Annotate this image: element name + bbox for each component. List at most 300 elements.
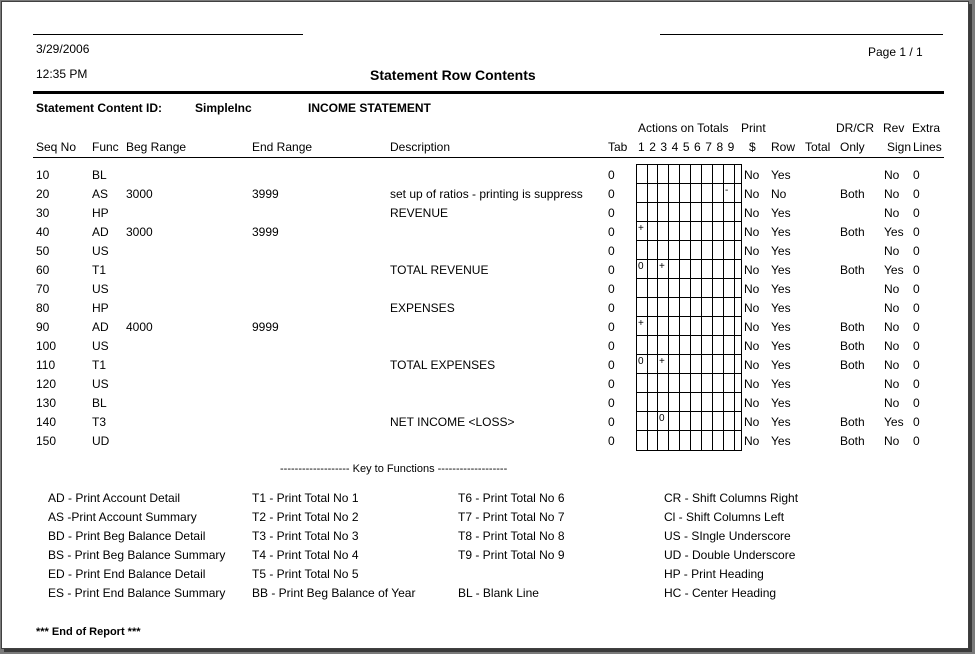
grid-divider (712, 317, 713, 336)
grid-divider (701, 412, 702, 431)
grid-divider (690, 393, 691, 412)
row-seq: 110 (36, 358, 56, 372)
row-dollar: No (744, 263, 760, 277)
grid-divider (701, 374, 702, 393)
row-dollar: No (744, 225, 760, 239)
grid-divider (690, 336, 691, 355)
grid-divider (679, 184, 680, 203)
key-entry: ED - Print End Balance Detail (48, 567, 206, 581)
grid-divider (668, 184, 669, 203)
grid-divider (723, 317, 724, 336)
grid-divider (647, 298, 648, 317)
grid-divider (647, 374, 648, 393)
row-rev: No (884, 168, 900, 182)
grid-divider (690, 412, 691, 431)
grid-divider (712, 298, 713, 317)
grid-divider (741, 317, 742, 336)
row-row: Yes (771, 301, 791, 315)
grid-divider (668, 260, 669, 279)
row-tab: 0 (608, 415, 615, 429)
actions-grid-row (636, 259, 742, 279)
grid-divider (723, 355, 724, 374)
row-desc: TOTAL EXPENSES (390, 358, 496, 372)
row-tab: 0 (608, 358, 615, 372)
row-row: Yes (771, 244, 791, 258)
grid-divider (723, 374, 724, 393)
grid-divider (734, 203, 735, 222)
report-title: Statement Row Contents (370, 67, 536, 83)
grid-divider (741, 165, 742, 184)
col-description: Description (390, 140, 451, 154)
row-dollar: No (744, 301, 760, 315)
actions-grid-row (636, 392, 742, 412)
row-drcr: Both (840, 187, 865, 201)
row-func: HP (92, 301, 109, 315)
grid-divider (701, 165, 702, 184)
grid-divider (741, 298, 742, 317)
grid-divider (647, 431, 648, 450)
row-dollar: No (744, 320, 760, 334)
grid-divider (647, 222, 648, 241)
key-entry: US - SIngle Underscore (664, 529, 791, 543)
grid-divider (734, 317, 735, 336)
actions-grid-row (636, 278, 742, 298)
grid-divider (636, 203, 637, 222)
grid-divider (647, 260, 648, 279)
grid-divider (723, 184, 724, 203)
key-entry: ES - Print End Balance Summary (48, 586, 226, 600)
grid-divider (741, 412, 742, 431)
grid-divider (679, 355, 680, 374)
key-entry: HP - Print Heading (664, 567, 764, 581)
col-end-range: End Range (252, 140, 313, 154)
grid-divider (668, 374, 669, 393)
row-func: T1 (92, 358, 107, 372)
grid-divider (636, 412, 637, 431)
row-func: BL (92, 396, 107, 410)
action-cell: - (725, 185, 729, 196)
grid-divider (636, 393, 637, 412)
action-cell: + (659, 356, 665, 367)
key-title: ------------------- Key to Functions ------------------- (280, 463, 508, 475)
row-seq: 60 (36, 263, 50, 277)
grid-divider (701, 279, 702, 298)
grid-divider (741, 241, 742, 260)
grid-divider (734, 241, 735, 260)
grid-divider (734, 184, 735, 203)
grid-divider (679, 241, 680, 260)
row-dollar: No (744, 396, 760, 410)
col-print: Print (741, 121, 766, 135)
grid-divider (657, 393, 658, 412)
grid-divider (657, 355, 658, 374)
grid-divider (741, 355, 742, 374)
grid-divider (679, 412, 680, 431)
grid-divider (734, 431, 735, 450)
row-extra: 0 (913, 187, 920, 201)
row-rev: No (884, 320, 900, 334)
action-cell: + (659, 261, 665, 272)
grid-divider (712, 393, 713, 412)
grid-divider (668, 355, 669, 374)
key-entry: HC - Center Heading (664, 586, 777, 600)
grid-divider (657, 165, 658, 184)
row-func: AD (92, 225, 109, 239)
grid-divider (657, 222, 658, 241)
row-extra: 0 (913, 396, 920, 410)
grid-divider (690, 241, 691, 260)
grid-divider (679, 203, 680, 222)
row-row: No (771, 187, 787, 201)
grid-divider (668, 298, 669, 317)
grid-divider (690, 260, 691, 279)
row-extra: 0 (913, 206, 920, 220)
row-drcr: Both (840, 320, 865, 334)
grid-divider (734, 393, 735, 412)
grid-divider (701, 393, 702, 412)
grid-divider (647, 279, 648, 298)
grid-divider (712, 431, 713, 450)
actions-grid (636, 164, 742, 448)
grid-divider (657, 203, 658, 222)
grid-divider (712, 412, 713, 431)
row-seq: 20 (36, 187, 50, 201)
grid-divider (712, 241, 713, 260)
grid-divider (690, 165, 691, 184)
grid-divider (636, 222, 637, 241)
row-desc: REVENUE (390, 206, 449, 220)
row-func: US (92, 339, 109, 353)
row-func: US (92, 244, 109, 258)
grid-divider (723, 279, 724, 298)
row-func: AD (92, 320, 109, 334)
grid-divider (712, 336, 713, 355)
grid-divider (701, 317, 702, 336)
row-dollar: No (744, 377, 760, 391)
row-tab: 0 (608, 282, 615, 296)
row-seq: 140 (36, 415, 57, 429)
row-seq: 70 (36, 282, 50, 296)
title-rule (33, 91, 944, 94)
grid-divider (712, 355, 713, 374)
grid-divider (636, 317, 637, 336)
grid-divider (647, 317, 648, 336)
col-only: Only (840, 140, 865, 154)
row-func: T3 (92, 415, 107, 429)
row-row: Yes (771, 396, 791, 410)
actions-grid-row (636, 373, 742, 393)
grid-divider (657, 260, 658, 279)
grid-divider (712, 203, 713, 222)
row-extra: 0 (913, 225, 920, 239)
action-cell: 0 (659, 413, 665, 424)
grid-divider (690, 317, 691, 336)
grid-divider (636, 336, 637, 355)
row-extra: 0 (913, 244, 920, 258)
grid-divider (712, 260, 713, 279)
row-rev: No (884, 187, 900, 201)
actions-grid-row (636, 354, 742, 374)
key-entry: T4 - Print Total No 4 (252, 548, 359, 562)
key-entry: T2 - Print Total No 2 (252, 510, 359, 524)
row-rev: No (884, 301, 900, 315)
key-entry: T5 - Print Total No 5 (252, 567, 359, 581)
actions-grid-row (636, 240, 742, 260)
grid-divider (723, 431, 724, 450)
grid-divider (679, 260, 680, 279)
row-desc: NET INCOME <LOSS> (390, 415, 515, 429)
grid-divider (636, 165, 637, 184)
grid-divider (657, 374, 658, 393)
grid-divider (657, 298, 658, 317)
row-tab: 0 (608, 187, 615, 201)
grid-divider (690, 298, 691, 317)
grid-divider (668, 203, 669, 222)
grid-divider (679, 431, 680, 450)
row-seq: 40 (36, 225, 50, 239)
row-extra: 0 (913, 339, 920, 353)
row-seq: 150 (36, 434, 57, 448)
grid-divider (668, 317, 669, 336)
grid-divider (636, 298, 637, 317)
grid-divider (734, 165, 735, 184)
grid-divider (679, 317, 680, 336)
grid-divider (657, 431, 658, 450)
row-tab: 0 (608, 377, 615, 391)
grid-divider (647, 165, 648, 184)
grid-divider (701, 298, 702, 317)
key-entry: T6 - Print Total No 6 (458, 491, 565, 505)
col-sign: Sign (887, 140, 912, 154)
statement-name: INCOME STATEMENT (308, 101, 431, 115)
grid-divider (723, 393, 724, 412)
row-func: T1 (92, 263, 107, 277)
col-beg-range: Beg Range (126, 140, 187, 154)
grid-divider (741, 336, 742, 355)
row-extra: 0 (913, 282, 920, 296)
key-entry: AS -Print Account Summary (48, 510, 197, 524)
header-rule-right (660, 34, 943, 35)
row-seq: 30 (36, 206, 50, 220)
grid-divider (701, 431, 702, 450)
grid-divider (723, 260, 724, 279)
grid-divider (741, 260, 742, 279)
row-tab: 0 (608, 320, 615, 334)
row-rev: No (884, 396, 900, 410)
row-extra: 0 (913, 377, 920, 391)
key-entry: BL - Blank Line (458, 586, 539, 600)
grid-divider (741, 203, 742, 222)
row-seq: 100 (36, 339, 57, 353)
row-tab: 0 (608, 225, 615, 239)
key-entry: CR - Shift Columns Right (664, 491, 799, 505)
report-time: 12:35 PM (36, 67, 88, 81)
grid-divider (668, 222, 669, 241)
actions-grid-row (636, 297, 742, 317)
grid-divider (701, 184, 702, 203)
grid-divider (690, 431, 691, 450)
column-header-rule (33, 157, 944, 158)
row-desc: TOTAL REVENUE (390, 263, 489, 277)
grid-divider (679, 279, 680, 298)
grid-divider (712, 279, 713, 298)
action-cell: 0 (638, 356, 644, 367)
key-entry: BD - Print Beg Balance Detail (48, 529, 206, 543)
row-extra: 0 (913, 434, 920, 448)
row-row: Yes (771, 168, 791, 182)
grid-divider (690, 184, 691, 203)
grid-divider (679, 298, 680, 317)
row-beg: 3000 (126, 187, 153, 201)
grid-divider (679, 222, 680, 241)
row-rev: No (884, 206, 900, 220)
row-drcr: Both (840, 339, 865, 353)
col-total: Total (805, 140, 831, 154)
grid-divider (647, 355, 648, 374)
grid-divider (690, 203, 691, 222)
row-func: AS (92, 187, 109, 201)
grid-divider (734, 412, 735, 431)
row-dollar: No (744, 187, 760, 201)
grid-divider (734, 260, 735, 279)
row-dollar: No (744, 434, 760, 448)
statement-id-label: Statement Content ID: (36, 101, 162, 115)
row-rev: No (884, 358, 900, 372)
row-rev: Yes (884, 263, 904, 277)
key-entry: BB - Print Beg Balance of Year (252, 586, 416, 600)
report-page (1, 1, 969, 649)
grid-divider (723, 165, 724, 184)
grid-divider (723, 203, 724, 222)
grid-divider (679, 393, 680, 412)
row-row: Yes (771, 339, 791, 353)
action-cell: + (638, 223, 644, 234)
grid-divider (647, 336, 648, 355)
row-tab: 0 (608, 339, 615, 353)
grid-divider (734, 279, 735, 298)
grid-divider (668, 279, 669, 298)
row-tab: 0 (608, 434, 615, 448)
row-dollar: No (744, 206, 760, 220)
grid-divider (723, 241, 724, 260)
grid-divider (741, 279, 742, 298)
grid-divider (734, 355, 735, 374)
grid-divider (741, 374, 742, 393)
grid-divider (647, 412, 648, 431)
row-beg: 4000 (126, 320, 153, 334)
row-rev: No (884, 244, 900, 258)
grid-divider (679, 374, 680, 393)
grid-divider (741, 393, 742, 412)
grid-divider (636, 260, 637, 279)
row-drcr: Both (840, 415, 865, 429)
key-entry: T1 - Print Total No 1 (252, 491, 359, 505)
page-number: Page 1 / 1 (868, 45, 923, 59)
row-rev: Yes (884, 415, 904, 429)
grid-divider (734, 374, 735, 393)
grid-divider (712, 222, 713, 241)
actions-grid-row (636, 411, 742, 431)
statement-id-value: SimpleInc (195, 101, 252, 115)
grid-divider (734, 336, 735, 355)
grid-divider (636, 431, 637, 450)
row-func: UD (92, 434, 110, 448)
grid-divider (723, 336, 724, 355)
row-tab: 0 (608, 301, 615, 315)
grid-divider (701, 355, 702, 374)
key-entry: AD - Print Account Detail (48, 491, 181, 505)
actions-grid-row (636, 164, 742, 184)
key-entry: Cl - Shift Columns Left (664, 510, 785, 524)
row-rev: Yes (884, 225, 904, 239)
actions-grid-row (636, 430, 742, 451)
key-entry: BS - Print Beg Balance Summary (48, 548, 226, 562)
row-extra: 0 (913, 301, 920, 315)
grid-divider (657, 336, 658, 355)
end-of-report: *** End of Report *** (36, 626, 141, 638)
action-cell: 0 (638, 261, 644, 272)
grid-divider (701, 260, 702, 279)
row-seq: 50 (36, 244, 50, 258)
grid-divider (657, 317, 658, 336)
grid-divider (636, 374, 637, 393)
row-beg: 3000 (126, 225, 153, 239)
grid-divider (636, 279, 637, 298)
row-tab: 0 (608, 244, 615, 258)
grid-divider (679, 165, 680, 184)
col-actions-on-totals: Actions on Totals (638, 121, 729, 135)
row-tab: 0 (608, 263, 615, 277)
actions-grid-row (636, 221, 742, 241)
grid-divider (712, 165, 713, 184)
grid-divider (668, 336, 669, 355)
row-dollar: No (744, 168, 760, 182)
grid-divider (647, 203, 648, 222)
row-row: Yes (771, 320, 791, 334)
row-desc: EXPENSES (390, 301, 455, 315)
report-date: 3/29/2006 (36, 42, 90, 56)
col-func: Func (92, 140, 119, 154)
row-row: Yes (771, 377, 791, 391)
grid-divider (647, 393, 648, 412)
grid-divider (668, 241, 669, 260)
grid-divider (690, 222, 691, 241)
row-drcr: Both (840, 434, 865, 448)
col-digits: 1 2 3 4 5 6 7 8 9 (638, 140, 735, 154)
action-cell: + (638, 318, 644, 329)
grid-divider (712, 374, 713, 393)
grid-divider (668, 393, 669, 412)
actions-grid-row (636, 202, 742, 222)
grid-divider (657, 279, 658, 298)
row-func: BL (92, 168, 107, 182)
row-end: 9999 (252, 320, 279, 334)
grid-divider (701, 203, 702, 222)
key-entry: T9 - Print Total No 9 (458, 548, 565, 562)
grid-divider (657, 412, 658, 431)
row-row: Yes (771, 225, 791, 239)
row-extra: 0 (913, 263, 920, 277)
row-seq: 130 (36, 396, 57, 410)
col-drcr: DR/CR (836, 121, 874, 135)
grid-divider (734, 298, 735, 317)
actions-grid-row (636, 316, 742, 336)
row-row: Yes (771, 282, 791, 296)
col-lines: Lines (913, 140, 942, 154)
row-rev: No (884, 339, 900, 353)
row-drcr: Both (840, 263, 865, 277)
row-tab: 0 (608, 206, 615, 220)
